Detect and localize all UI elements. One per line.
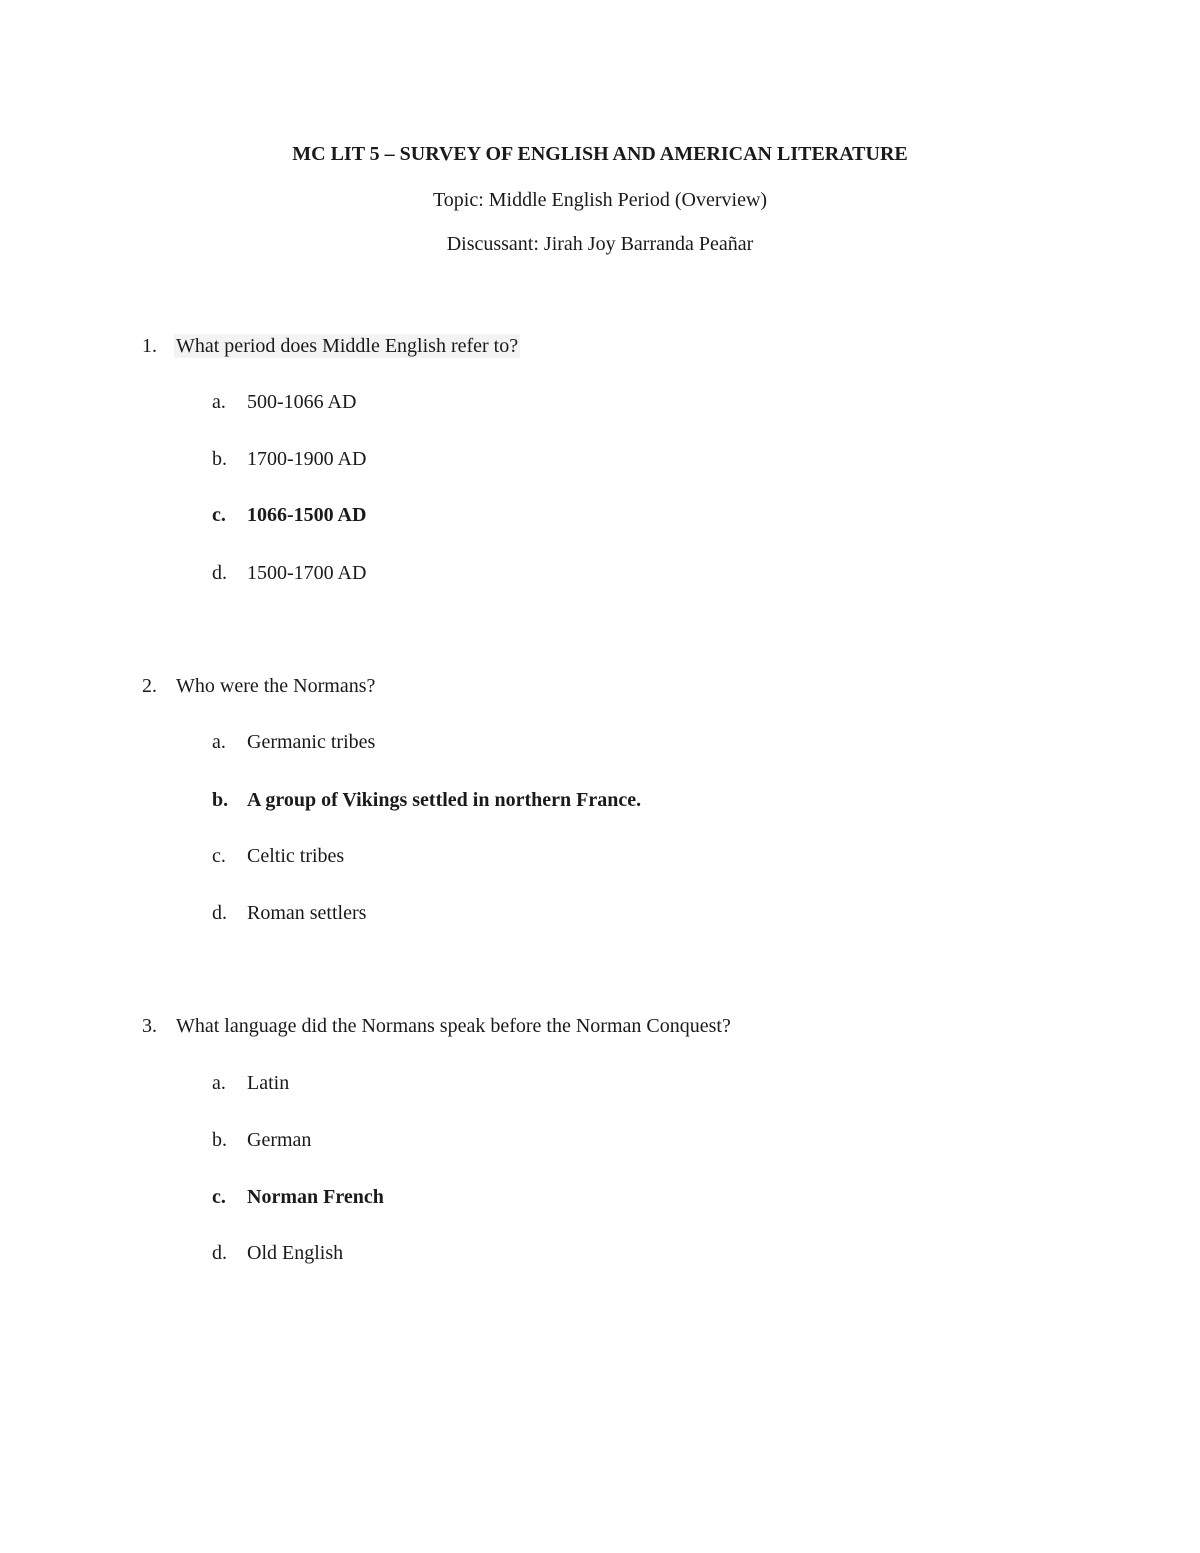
document-title: MC LIT 5 – SURVEY OF ENGLISH AND AMERICAN LITERATURE [292,143,908,165]
option-text: Germanic tribes [247,731,376,753]
option-text-correct: 1066-1500 AD [247,504,367,526]
option-text: 1500-1700 AD [247,562,367,584]
option-text: German [247,1129,312,1151]
option-text-correct: A group of Vikings settled in northern France. [247,789,642,811]
document-topic: Topic: Middle English Period (Overview) [432,189,768,211]
document-discussant: Discussant: Jirah Joy Barranda Peañar [446,233,754,255]
option-letter: a. [212,1072,226,1094]
option-text: 1700-1900 AD [247,448,367,470]
question-text: What language did the Normans speak before the Norman Conquest? [176,1015,731,1037]
option-letter: d. [212,1242,227,1264]
question-number: 2. [142,675,157,697]
option-text: Old English [247,1242,344,1264]
question-text: Who were the Normans? [176,675,376,697]
option-letter: b. [212,1129,227,1151]
option-text: Latin [247,1072,290,1094]
option-text: Roman settlers [247,902,367,924]
option-text-correct: Norman French [247,1186,384,1208]
option-letter-correct: c. [212,1186,226,1208]
option-letter: b. [212,448,227,470]
option-letter: c. [212,845,226,867]
option-text: Celtic tribes [247,845,345,867]
option-text: 500-1066 AD [247,391,357,413]
option-letter: a. [212,391,226,413]
question-number: 3. [142,1015,157,1037]
option-letter-correct: c. [212,504,226,526]
option-letter: a. [212,731,226,753]
option-letter: d. [212,902,227,924]
option-letter-correct: b. [212,789,229,811]
option-letter: d. [212,562,227,584]
question-text: What period does Middle English refer to? [176,335,519,357]
question-number: 1. [142,335,157,357]
